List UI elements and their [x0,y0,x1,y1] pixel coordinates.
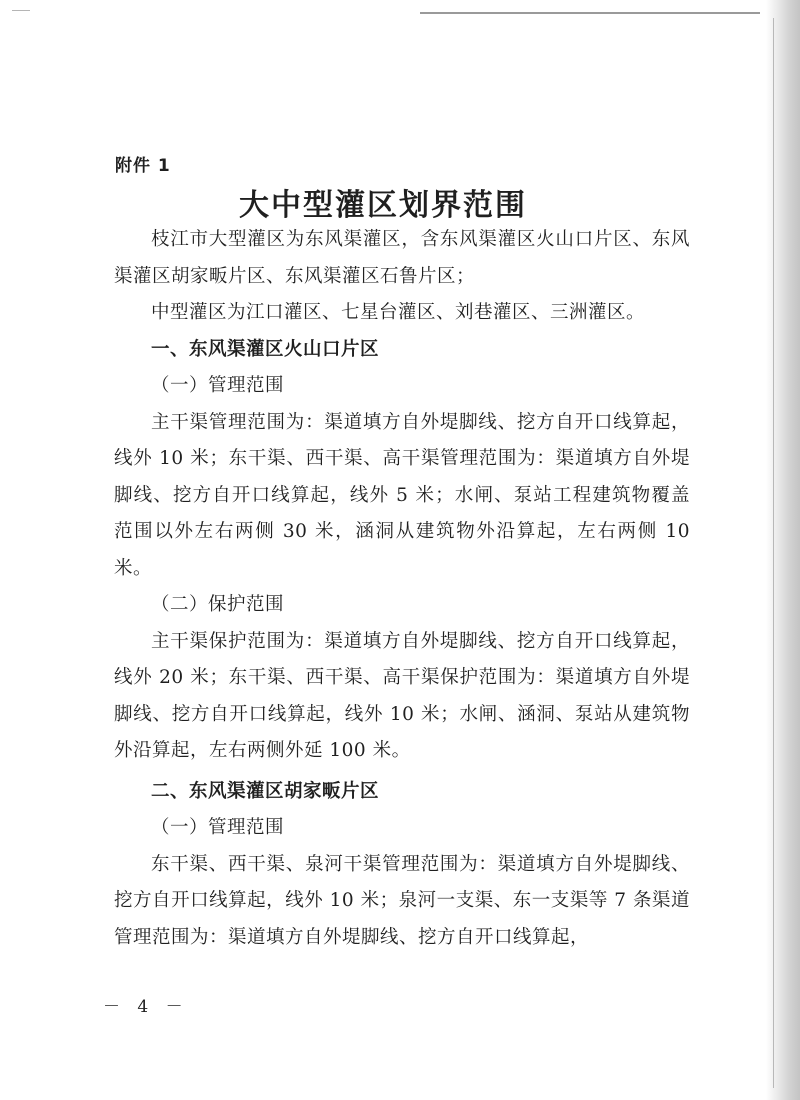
scan-shadow-right-edge [766,0,800,1100]
subsection-text: 东干渠、西干渠、泉河干渠管理范围为：渠道填方自外堤脚线、挖方自开口线算起，线外 10 米；泉河一支渠、东一支渠等 7 条渠道管理范围为：渠道填方自外堤脚线、挖方自开口线算起， [114,853,690,948]
document-title: 大中型灌区划界范围 [239,188,527,223]
subsection-text: 主干渠管理范围为：渠道填方自外堤脚线、挖方自开口线算起，线外 10 米；东干渠、西干渠、高干渠管理范围为：渠道填方自外堤脚线、挖方自开口线算起，线外 5 米；水闸、泵站工程建筑物覆盖范围以外左右两侧 30 米，涵洞从建筑物外沿算起，左右两侧 10 米。 [114,411,690,579]
section-heading: 一、东风渠灌区火山口片区 [151,338,380,360]
intro-paragraph-large: 枝江市大型灌区为东风渠灌区，含东风渠灌区火山口片区、东风渠灌区胡家畈片区、东风渠灌区石鲁片区； [114,229,690,287]
subsection-text: 主干渠保护范围为：渠道填方自外堤脚线、挖方自开口线算起，线外 20 米；东干渠、西干渠、高干渠保护范围为：渠道填方自外堤脚线、挖方自开口线算起，线外 10 米；水闸、涵洞、泵站从建筑物外沿算起，左右两侧外延 100 米。 [114,630,690,761]
subsection-heading: （一）管理范围 [151,817,285,838]
subsection-heading: （一）管理范围 [151,375,285,396]
attachment-label: 附件 1 [115,156,171,176]
page-number: － 4 － [103,997,189,1017]
document-body [114,222,690,956]
scan-artifact-right-line [773,18,774,1088]
subsection-heading: （二）保护范围 [151,594,285,615]
intro-paragraph-medium: 中型灌区为江口灌区、七星台灌区、刘巷灌区、三洲灌区。 [151,302,646,323]
section-1 [114,332,690,770]
section-heading: 二、东风渠灌区胡家畈片区 [151,780,380,802]
section-2 [114,774,690,957]
